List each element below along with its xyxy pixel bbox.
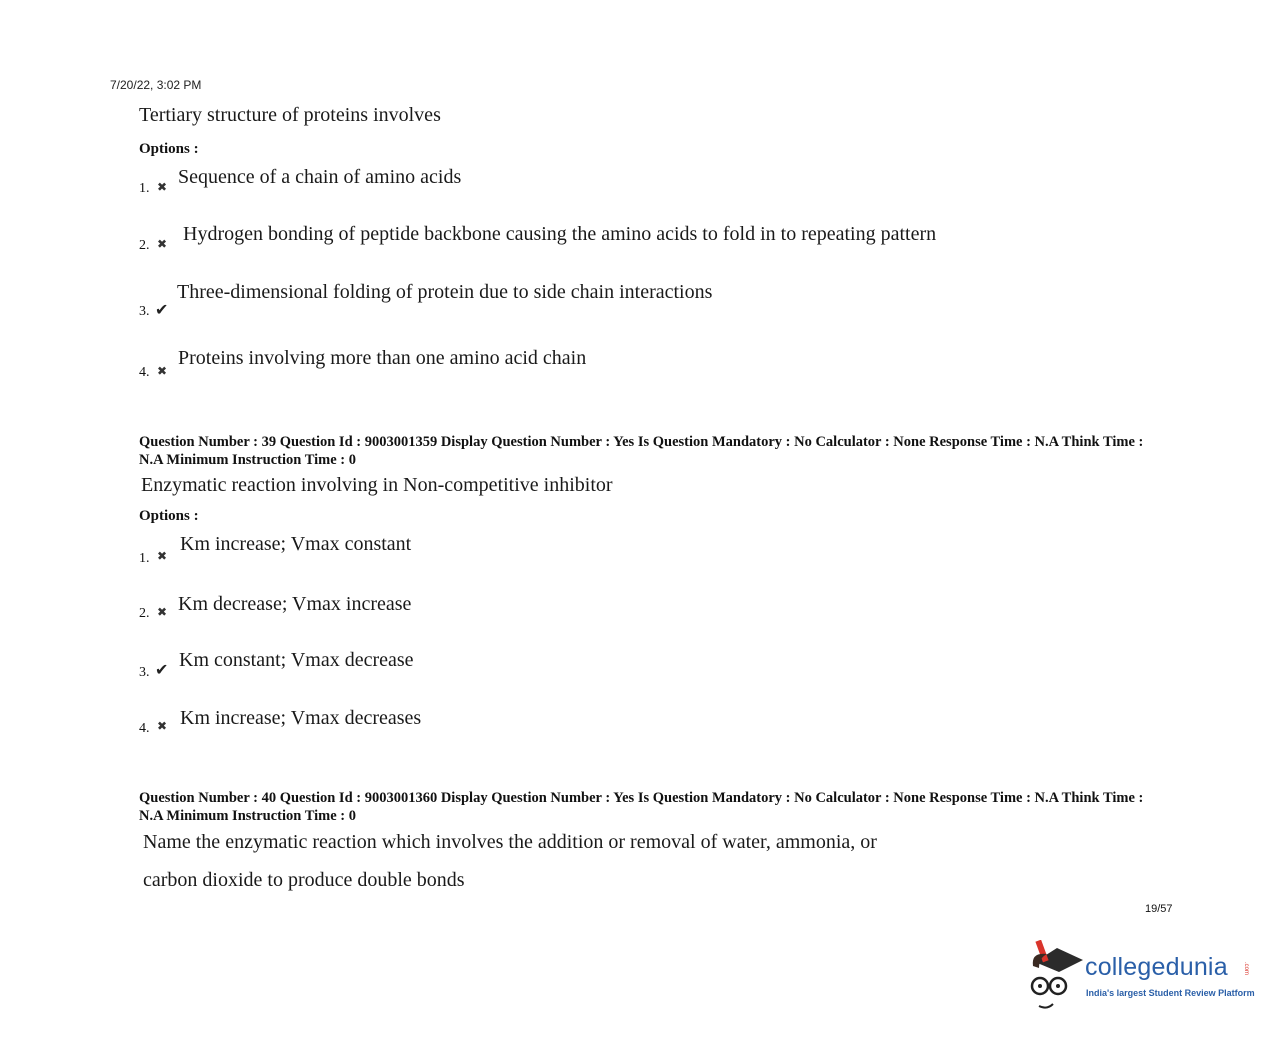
logo-wordmark: collegedunia [1085, 953, 1228, 981]
cross-icon: ✖ [157, 605, 168, 619]
option-number: 1. [139, 181, 150, 196]
option-number: 4. [139, 721, 150, 736]
page-number: 19/57 [1145, 903, 1173, 915]
cross-icon: ✖ [157, 180, 168, 194]
option-text: Sequence of a chain of amino acids [178, 166, 462, 188]
option-number: 2. [139, 606, 150, 621]
option-text: Km increase; Vmax decreases [180, 707, 422, 729]
option-text: Km constant; Vmax decrease [179, 649, 414, 671]
logo-domain: .com [1243, 962, 1249, 976]
option-text: Hydrogen bonding of peptide backbone causing the amino acids to fold in to repeating pattern [183, 223, 937, 245]
options-label: Options : [139, 141, 199, 157]
logo-tagline: India's largest Student Review Platform [1086, 988, 1255, 998]
option-number: 1. [139, 551, 150, 566]
collegedunia-logo [1025, 940, 1255, 1010]
option-text: Proteins involving more than one amino acid chain [178, 347, 587, 369]
option-number: 3. [139, 304, 150, 319]
option-text: Three-dimensional folding of protein due to side chain interactions [177, 281, 713, 303]
cross-icon: ✖ [157, 549, 168, 563]
mascot-icon [1025, 940, 1085, 1010]
question-40-text-line2: carbon dioxide to produce double bonds [143, 869, 465, 891]
cross-icon: ✖ [157, 719, 168, 733]
option-text: Km increase; Vmax constant [180, 533, 412, 555]
question-40-text-line1: Name the enzymatic reaction which involves the addition or removal of water, ammonia, or [143, 831, 877, 853]
question-39-text: Enzymatic reaction involving in Non-competitive inhibitor [141, 474, 613, 496]
cross-icon: ✖ [157, 364, 168, 378]
option-number: 2. [139, 238, 150, 253]
option-number: 3. [139, 665, 150, 680]
check-icon: ✔ [155, 662, 169, 679]
check-icon: ✔ [155, 302, 169, 319]
question-38-text: Tertiary structure of proteins involves [139, 104, 441, 126]
print-timestamp: 7/20/22, 3:02 PM [110, 78, 202, 92]
question-40-meta: Question Number : 40 Question Id : 9003001360 Display Question Number : Yes Is Question Mandatory : No Calculator : None Response Time : N.A Think Time : N.A Minimum Instruction Time : 0 [139, 790, 1144, 824]
option-number: 4. [139, 365, 150, 380]
options-label: Options : [139, 508, 199, 524]
option-text: Km decrease; Vmax increase [178, 593, 412, 615]
question-39-meta: Question Number : 39 Question Id : 9003001359 Display Question Number : Yes Is Question Mandatory : No Calculator : None Response Time : N.A Think Time : N.A Minimum Instruction Time : 0 [139, 434, 1144, 468]
cross-icon: ✖ [157, 237, 168, 251]
